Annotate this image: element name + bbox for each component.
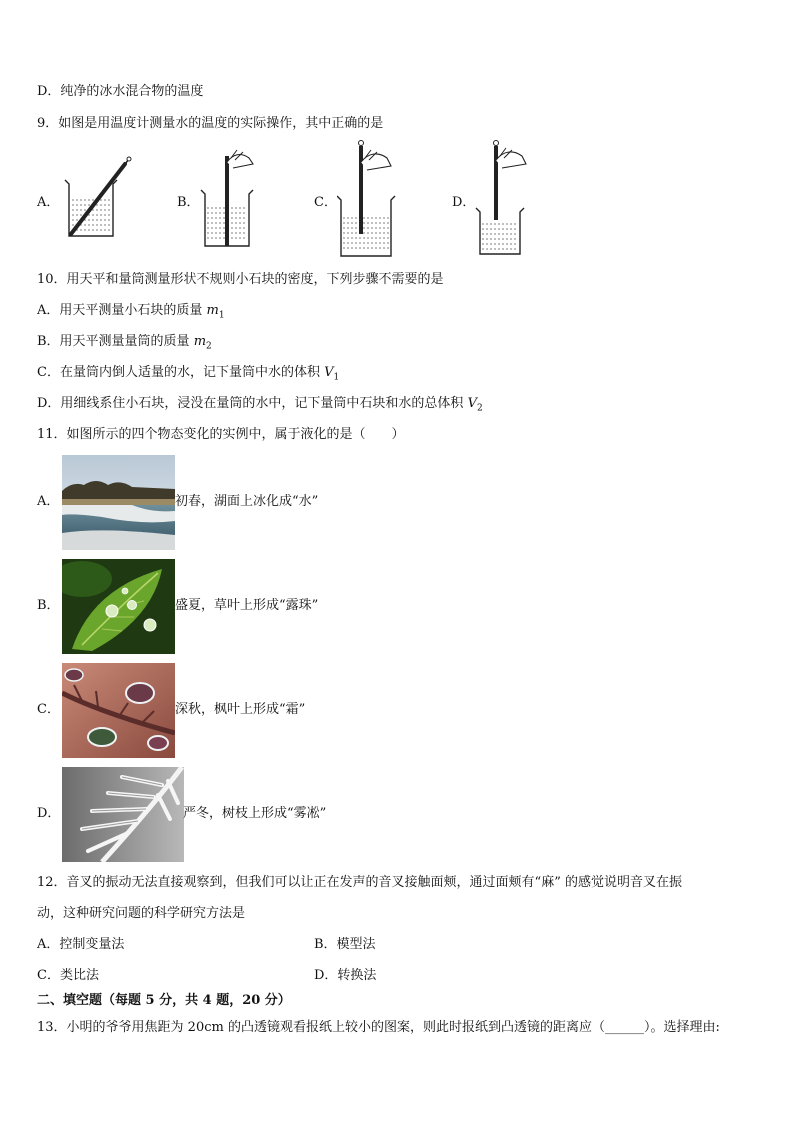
q13-stem: 13．小明的爷爷用焦距为 20cm 的凸透镜观看报纸上较小的图案，则此时报纸到凸透镜的距离应（______）。选择理由:	[37, 1020, 720, 1035]
q9-label-a: A．	[37, 195, 60, 210]
q10-option-d	[37, 395, 483, 418]
q10-option-b-text: B．用天平测量量筒的质量	[37, 334, 194, 349]
q11-option-a	[37, 455, 737, 551]
q12-stem-line1: 12．音叉的振动无法直接观察到，但我们可以让正在发声的音叉接触面颊，通过面颊有“麻” 的感觉说明音叉在振	[37, 875, 682, 890]
q11-option-b-label: B．	[37, 598, 60, 613]
q10-option-a-sub: 1	[218, 310, 225, 321]
q11-stem: 11．如图所示的四个物态变化的实例中，属于液化的是（ ）	[37, 427, 405, 442]
q12-option-a: A．控制变量法	[37, 937, 125, 952]
q11-option-d	[37, 767, 737, 863]
q10-option-a-text: A．用天平测量小石块的质量	[37, 303, 207, 318]
q8-option-d: D．纯净的冰水混合物的温度	[37, 84, 204, 99]
q9-label-d: D．	[452, 195, 476, 210]
rime-branch-photo	[62, 767, 184, 862]
q11-option-a-label: A．	[37, 494, 60, 509]
q10-option-c-text: C．在量筒内倒人适量的水，记下量筒中水的体积	[37, 365, 325, 380]
q11-option-d-label: D．	[37, 806, 61, 821]
q10-option-d-text: D．用细线系住小石块，浸没在量筒的水中，记下量筒中石块和水的总体积	[37, 396, 468, 411]
q10-option-b	[37, 333, 212, 356]
beaker-thermometer-d-figure	[474, 138, 584, 262]
q10-option-b-var: m	[193, 334, 207, 349]
q10-option-c	[37, 364, 339, 387]
q10-option-a	[37, 302, 225, 325]
q12-option-c: C．类比法	[37, 968, 99, 983]
q11-option-c	[37, 663, 737, 759]
q9-label-c: C．	[314, 195, 337, 210]
beaker-thermometer-b-figure	[197, 138, 307, 248]
q11-option-c-caption: 深秋，枫叶上形成“霜”	[175, 702, 306, 717]
q10-option-d-var: V	[467, 396, 477, 411]
q11-option-b-caption: 盛夏，草叶上形成“露珠”	[175, 598, 319, 613]
q12-option-b: B．模型法	[314, 937, 376, 952]
q10-option-b-sub: 2	[206, 341, 212, 352]
q12-option-d: D．转换法	[314, 968, 377, 983]
q10-option-a-var: m	[206, 303, 219, 318]
q9-figures	[37, 138, 557, 262]
q10-option-c-var: V	[324, 365, 334, 380]
lake-photo	[62, 455, 175, 550]
beaker-thermometer-a-figure	[59, 138, 169, 248]
q10-option-c-sub: 1	[333, 372, 340, 383]
q9-stem: 9．如图是用温度计测量水的温度的实际操作，其中正确的是	[37, 116, 384, 131]
section-2-heading: 二、填空题（每题 5 分，共 4 题，20 分）	[37, 993, 291, 1008]
q9-label-b: B．	[177, 195, 200, 210]
frost-leaf-photo	[62, 663, 175, 758]
q11-option-a-caption: 初春，湖面上冰化成“水”	[175, 494, 319, 509]
q11-option-c-label: C．	[37, 702, 60, 717]
q11-option-d-caption: 严冬，树枝上形成“雾凇”	[183, 806, 327, 821]
q11-option-b	[37, 559, 737, 655]
beaker-thermometer-c-figure	[337, 138, 447, 262]
q10-option-d-sub: 2	[476, 403, 483, 414]
q10-stem: 10．用天平和量筒测量形状不规则小石块的密度，下列步骤不需要的是	[37, 272, 444, 287]
q12-stem-line2: 动，这种研究问题的科学研究方法是	[37, 906, 246, 921]
dew-leaf-photo	[62, 559, 175, 654]
